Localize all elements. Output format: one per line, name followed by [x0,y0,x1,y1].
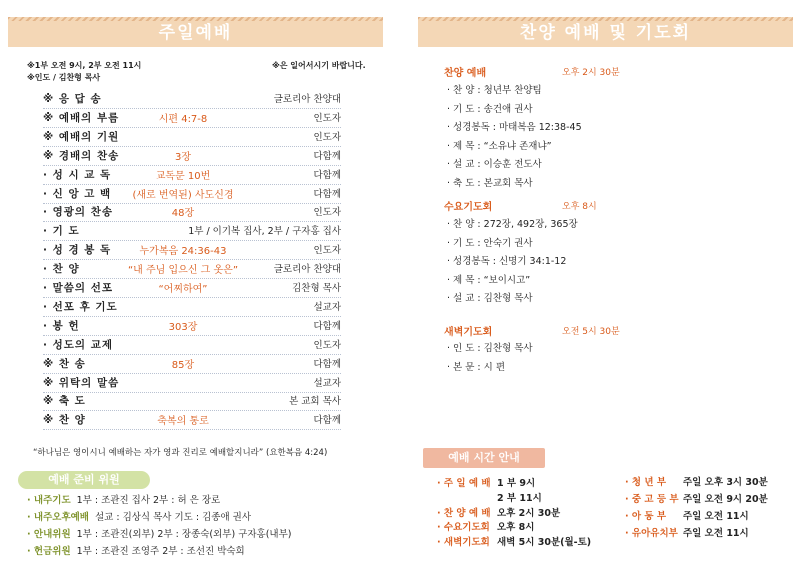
prep-row [27,492,220,506]
praise-time: 오후 2시 30분 [562,68,620,78]
schedule-title: 예배 시간 안내 [423,448,545,468]
scripture-quote: “하나님은 영이시니 예배하는 자가 영과 진리로 예배할지니라” (요한복음 4:24) [33,448,328,458]
schedule-time: 주일 오전 11시 [683,528,749,539]
wed-item: · 기 도 : 안숙기 권사 [447,237,533,249]
order-leader: 글로리아 찬양대 [273,264,341,276]
dawn-time: 오전 5시 30분 [562,327,620,337]
order-row [43,297,341,317]
order-label: · 신 앙 고 백 [43,187,112,200]
order-detail: 시편 4:7-8 [158,113,208,125]
schedule-row [625,491,768,505]
schedule-row [437,534,591,548]
schedule-time: 오후 2시 30분 [497,507,561,519]
order-leader: 다함께 [313,358,341,370]
stand-note: ※은 일어서시기 바랍니다. [272,61,366,70]
order-label: ※ 경배의 찬송 [43,149,120,162]
praise-item: · 제 목 : “소유냐 존재냐” [447,140,552,152]
order-row [43,127,341,147]
left-banner-title: 주일예배 [158,23,233,43]
praise-item: · 성경봉독 : 마태복음 12:38-45 [447,122,582,134]
order-detail: 교독문 10번 [155,170,211,182]
prep-committee-title: 예배 준비 위원 [18,471,150,489]
praise-item: · 찬 양 : 청년부 찬양팀 [447,85,542,96]
order-label: · 찬 양 [43,263,80,276]
order-detail: 축복의 통로 [157,416,209,428]
order-label: · 영광의 찬송 [43,206,114,219]
wed-title: 수요기도회 [444,202,493,213]
order-detail: 303장 [168,321,198,333]
schedule-name: · 새벽기도회 [437,537,490,549]
order-label: ※ 축 도 [43,395,86,408]
praise-title: 찬양 예배 [444,68,487,79]
right-banner [418,17,793,47]
order-detail: (새로 번역된) 사도신경 [132,189,234,201]
wed-item: · 찬 양 : 272장, 492장, 365장 [447,219,578,230]
order-leader: 인도자 [313,339,341,351]
schedule-name: · 찬 양 예 배 [437,507,491,519]
order-row [43,146,341,166]
order-leader: 다함께 [313,415,341,427]
order-row [43,354,341,374]
wed-item: · 제 목 : “보이시고” [447,274,531,286]
schedule-row [437,490,542,504]
order-detail: “어찌하여” [158,284,208,295]
wed-item: · 설 교 : 김찬형 목사 [447,293,533,305]
prep-names: 1부 : 조관진 조영주 2부 : 조선진 박숙희 [76,546,245,557]
praise-item: · 기 도 : 송건애 권사 [447,103,533,115]
order-leader: 다함께 [313,169,341,181]
leader-line: ※인도 / 김찬형 목사 [27,73,101,82]
prep-role: · 내주오후예배 [27,512,89,523]
order-row [43,240,341,260]
order-leader: 1부 / 이기복 집사, 2부 / 구자홍 집사 [188,226,341,238]
order-leader: 인도자 [313,245,341,257]
order-detail: 3장 [174,151,192,163]
order-label: · 말씀의 선포 [43,282,114,294]
wed-time: 오후 8시 [562,202,597,212]
order-detail: 48장 [171,208,195,220]
order-leader: 김찬형 목사 [292,283,341,294]
schedule-name: · 청 년 부 [625,477,667,488]
schedule-time: 새벽 5시 30분(월-토) [497,537,592,549]
order-label: · 성도의 교제 [43,338,114,351]
schedule-name: · 주 일 예 배 [437,478,491,489]
dawn-item: · 본 문 : 시 편 [447,361,506,373]
order-row [43,391,341,411]
schedule-row [437,475,535,489]
order-leader: 다함께 [313,188,341,200]
order-label: · 봉 헌 [43,319,80,332]
order-row [43,278,341,298]
order-row [43,221,341,241]
schedule-row [625,525,749,539]
order-row [43,373,341,393]
right-banner-title: 찬양 예배 및 기도회 [519,23,692,43]
order-row [43,259,341,279]
schedule-time: 주일 오전 11시 [683,511,749,522]
order-label: ※ 찬 양 [43,414,86,427]
schedule-row [437,519,534,533]
order-label: · 성 경 봉 독 [43,244,112,257]
prep-role: · 내주기도 [27,495,71,506]
schedule-time: 1 부 9시 [497,478,536,489]
schedule-name: · 중 고 등 부 [625,494,679,505]
order-row [43,89,341,109]
schedule-name: · 수요기도회 [437,522,490,534]
dawn-title: 새벽기도회 [444,327,493,338]
prep-row [27,526,291,540]
order-row [43,165,341,185]
order-row [43,410,341,430]
order-label: ※ 응 답 송 [43,93,102,105]
dawn-item: · 인 도 : 김찬형 목사 [447,343,533,354]
order-row [43,316,341,336]
schedule-row [625,508,749,522]
order-label: · 성 시 교 독 [43,168,112,181]
order-label: · 기 도 [43,225,80,238]
prep-row [27,509,251,523]
order-leader: 인도자 [313,112,341,124]
order-leader: 글로리아 찬양대 [273,94,341,105]
order-leader: 설교자 [313,301,341,313]
wed-item: · 성경봉독 : 신명기 34:1-12 [447,256,567,268]
prep-role: · 헌금위원 [27,546,71,557]
order-detail: 85장 [171,359,195,371]
prep-role: · 안내위원 [27,529,71,540]
schedule-row [437,505,560,519]
order-label: ※ 찬 송 [43,357,86,370]
order-detail: “내 주님 입으신 그 옷은” [127,265,239,277]
left-banner [8,17,383,47]
order-leader: 본 교회 목사 [289,396,341,408]
schedule-time: 주일 오후 3시 30분 [683,477,768,488]
order-leader: 다함께 [313,150,341,162]
prep-row [27,543,245,557]
praise-item: · 축 도 : 본교회 목사 [447,178,533,189]
order-row [43,108,341,128]
schedule-name: · 아 동 부 [625,511,667,522]
order-leader: 다함께 [313,320,341,332]
order-label: ※ 예배의 부름 [43,111,120,124]
order-label: ※ 예배의 기원 [43,130,120,143]
praise-item: · 설 교 : 이승훈 전도사 [447,159,542,171]
order-leader: 설교자 [313,377,341,389]
order-detail: 누가복음 24:36-43 [139,246,227,258]
schedule-time: 오후 8시 [497,522,535,534]
order-row [43,202,341,222]
order-row [43,335,341,355]
service-times: ※1부 오전 9시, 2부 오전 11시 [27,61,142,70]
prep-names: 설교 : 김상식 목사 기도 : 김종애 권사 [94,512,252,523]
schedule-time: 주일 오전 9시 20분 [683,494,768,505]
order-leader: 인도자 [313,207,341,219]
schedule-time: 2 부 11시 [497,492,542,504]
prep-names: 1부 : 조관진(외부) 2부 : 장종숙(외부) 구자홍(내부) [76,529,292,540]
schedule-row [625,474,768,488]
order-label: ※ 위탁의 말씀 [43,376,120,389]
schedule-name: · 유아유치부 [625,528,678,539]
order-label: · 선포 후 기도 [43,300,118,313]
prep-names: 1부 : 조관진 집사 2부 : 허 은 장로 [76,495,221,506]
order-row [43,184,341,204]
order-leader: 인도자 [313,131,341,143]
